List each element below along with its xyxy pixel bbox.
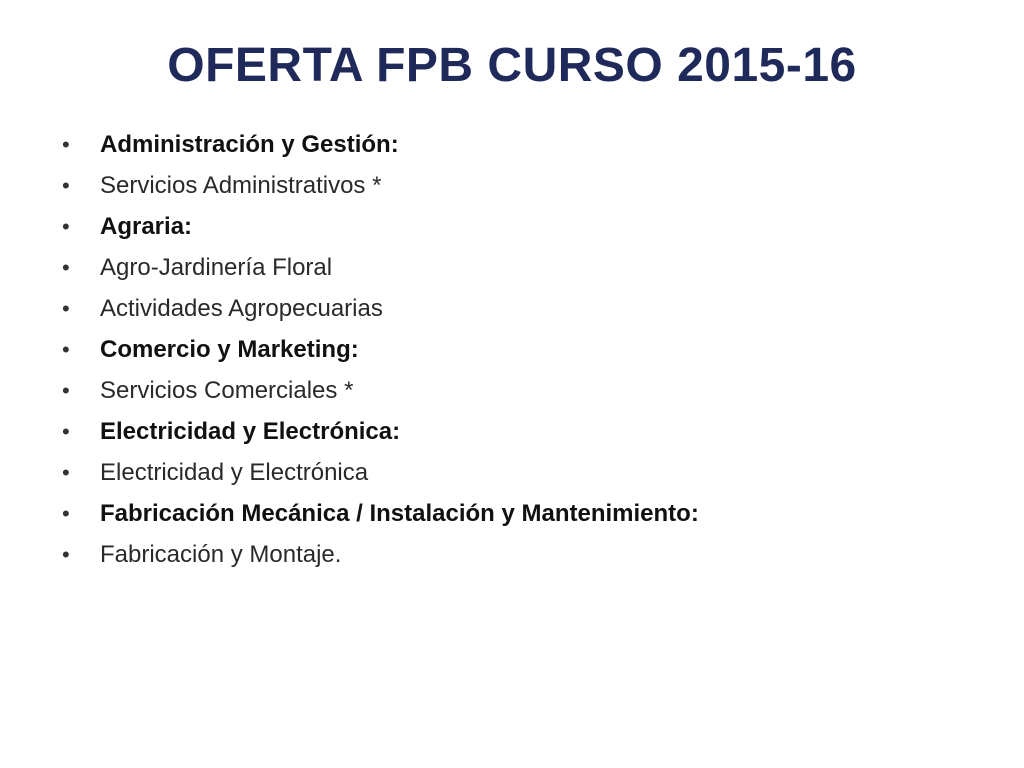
list-item	[62, 165, 982, 206]
list-item-text: Fabricación Mecánica / Instalación y Mantenimiento:	[100, 500, 699, 527]
list-item	[62, 493, 982, 534]
list-item-text: Electricidad y Electrónica:	[100, 418, 401, 445]
bullet-icon: •	[62, 378, 70, 403]
bullet-icon: •	[62, 419, 70, 444]
list-item-text: Administración y Gestión:	[100, 131, 399, 158]
list-item	[62, 411, 982, 452]
bullet-icon: •	[62, 214, 70, 239]
list-item	[62, 370, 982, 411]
bullet-icon: •	[62, 296, 70, 321]
bullet-icon: •	[62, 501, 70, 526]
list-item	[62, 288, 982, 329]
bullet-icon: •	[62, 460, 70, 485]
list-item	[62, 329, 982, 370]
list-item-text: Fabricación y Montaje.	[100, 541, 342, 568]
list-item-text: Agro-Jardinería Floral	[100, 254, 333, 281]
list-item	[62, 124, 982, 165]
bullet-list	[62, 124, 982, 575]
list-item	[62, 452, 982, 493]
list-item-text: Comercio y Marketing:	[100, 336, 359, 363]
bullet-icon: •	[62, 255, 70, 280]
bullet-icon: •	[62, 173, 70, 198]
list-item-text: Servicios Comerciales *	[100, 377, 354, 404]
list-item-text: Electricidad y Electrónica	[100, 459, 369, 486]
bullet-icon: •	[62, 337, 70, 362]
list-item	[62, 247, 982, 288]
bullet-icon: •	[62, 132, 70, 157]
list-item	[62, 534, 982, 575]
bullet-icon: •	[62, 542, 70, 567]
list-item-text: Actividades Agropecuarias	[100, 295, 383, 322]
slide-title: OFERTA FPB CURSO 2015-16	[167, 39, 857, 92]
list-item	[62, 206, 982, 247]
list-item-text: Servicios Administrativos *	[100, 172, 382, 199]
list-item-text: Agraria:	[100, 213, 193, 240]
